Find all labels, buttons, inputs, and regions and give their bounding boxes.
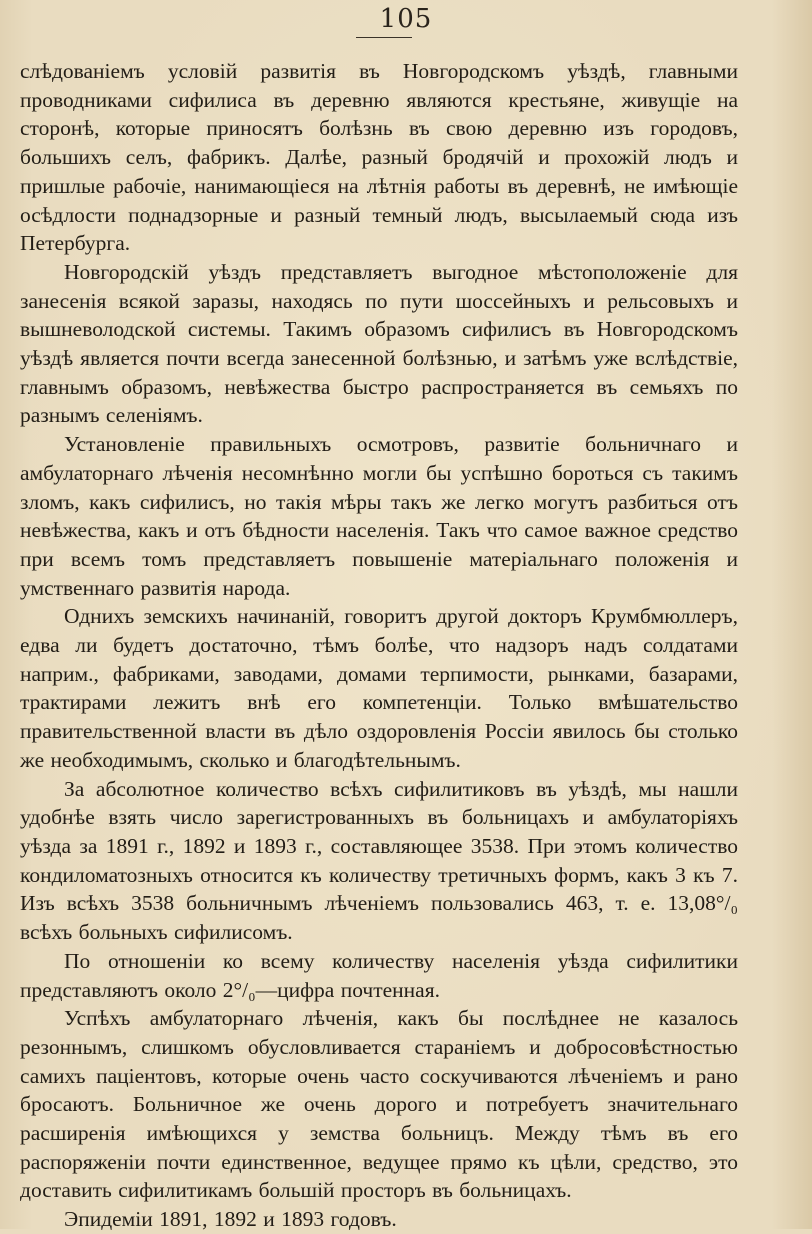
- paragraph-examinations: Установленіе правильныхъ осмотровъ, развитіе больничнаго и амбулаторнаго лѣченія несомнѣнно могли бы успѣшно бороться съ такимъ зломъ, какъ сифилисъ, но такія мѣры такъ же легко могутъ разбиться отъ невѣжества, какъ и отъ бѣдности населенія. Такъ что самое важное средство при всемъ томъ представляетъ повышеніе матеріальнаго положенія и умственнаго развитія народа.: [20, 432, 738, 600]
- paragraph-continuation: слѣдованіемъ условій развитія въ Новгородскомъ уѣздѣ, главными проводниками сифилиса въ деревню являются крестьяне, живущіе на сторонѣ, которые приносятъ болѣзнь въ свою деревню изъ городовъ, большихъ селъ, фабрикъ. Далѣе, разный бродячій и прохожій людъ и пришлые рабочіе, нанимающіеся на лѣтнія работы въ деревнѣ, не имѣющіе осѣдлости поднадзорные и разный темный людъ, высылаемый сюда изъ Петербурга.: [20, 59, 738, 256]
- paragraph-novgorod-district: Новгородскій уѣздъ представляетъ выгодное мѣстоположеніе для занесенія всякой заразы, находясь по пути шоссейныхъ и рельсовыхъ и вышневолодской системы. Такимъ образомъ сифилисъ въ Новгородскомъ уѣздѣ является почти всегда занесенной болѣзнью, и затѣмъ уже вслѣдствіе, главнымъ образомъ, невѣжества быстро распространяется въ семьяхъ по разнымъ селеніямъ.: [20, 259, 738, 428]
- section-heading-epidemics: Эпидеміи 1891, 1892 и 1893 годовъ.: [64, 1207, 397, 1232]
- paragraph-statistics: За абсолютное количество всѣхъ сифилитиковъ въ уѣздѣ, мы нашли удобнѣе взять число зарегистрованныхъ въ больницахъ и амбулаторіяхъ уѣзда за 1891 г., 1892 и 1893 г., составляющее 3538. При этомъ количество кондиломатозныхъ относится къ количеству третичныхъ формъ, какъ 3 къ 7. Изъ всѣхъ 3538 больничнымъ лѣченіемъ пользовались 463, т. е. 13,08°/₀ всѣхъ больныхъ сифилисомъ.: [20, 776, 738, 945]
- paragraph-krumbmuller: Однихъ земскихъ начинаній, говоритъ другой докторъ Крумбмюллеръ, едва ли будетъ достаточно, тѣмъ болѣе, что надзоръ надъ солдатами наприм., фабриками, заводами, домами терпимости, рынками, базарами, трактирами лежитъ внѣ его компетенціи. Только вмѣшательство правительственной власти въ дѣло оздоровленія Россіи явилось бы столько же необходимымъ, сколько и благодѣтельнымъ.: [20, 604, 738, 772]
- paragraph-population-share: По отношеніи ко всему количеству населенія уѣзда сифилитики представляютъ около 2°/₀—цифра почтенная.: [20, 948, 738, 1002]
- body-text: [20, 57, 738, 1234]
- page-number-rule: [356, 37, 412, 38]
- page-number: 105: [379, 4, 433, 34]
- paragraph-treatment-success: Успѣхъ амбулаторнаго лѣченія, какъ бы послѣднее не казалось резоннымъ, слишкомъ обусловливается стараніемъ и добросовѣстностью самихъ паціентовъ, которые очень часто соскучиваются лѣченіемъ и рано бросаютъ. Больничное же очень дорого и потребуетъ значительнаго расширенія имѣющихся у земства больницъ. Между тѣмъ въ его распоряженіи почти единственное, ведущее прямо къ цѣли, средство, это доставить сифилитикамъ большій просторъ въ больницахъ.: [20, 1006, 738, 1203]
